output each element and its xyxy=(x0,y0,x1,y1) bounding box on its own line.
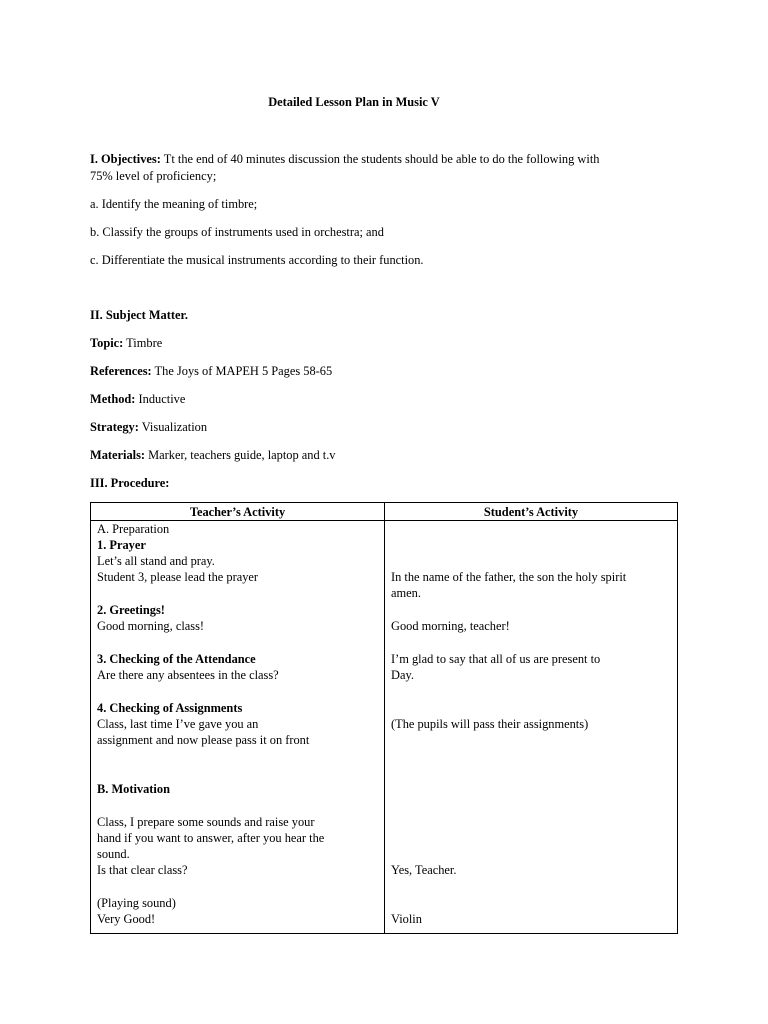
teacher-line: assignment and now please pass it on front xyxy=(97,733,310,748)
student-line: I’m glad to say that all of us are present to xyxy=(391,652,601,667)
method-line xyxy=(90,391,185,407)
motivation-heading: B. Motivation xyxy=(97,782,170,797)
teacher-line: Very Good! xyxy=(97,912,156,927)
materials-line xyxy=(90,447,336,463)
strategy-value: Visualization xyxy=(138,420,208,434)
teacher-activity-header: Teacher’s Activity xyxy=(91,503,385,521)
table-header-row xyxy=(91,503,678,521)
objectives-label: I. Objectives: xyxy=(90,152,161,166)
teacher-line: Are there any absentees in the class? xyxy=(97,668,279,683)
materials-value: Marker, teachers guide, laptop and t.v xyxy=(145,448,336,462)
student-line: In the name of the father, the son the holy spirit xyxy=(391,570,627,585)
teacher-line: Class, last time I’ve gave you an xyxy=(97,717,259,732)
teacher-line: Good morning, class! xyxy=(97,619,205,634)
topic-label: Topic: xyxy=(90,336,124,350)
teacher-line: Student 3, please lead the prayer xyxy=(97,570,259,585)
attendance-heading: 3. Checking of the Attendance xyxy=(97,652,256,667)
subject-matter-heading: II. Subject Matter. xyxy=(90,308,188,322)
student-line: (The pupils will pass their assignments) xyxy=(391,717,589,732)
student-line: amen. xyxy=(391,586,421,601)
materials-label: Materials: xyxy=(90,448,146,462)
strategy-label: Strategy: xyxy=(90,420,139,434)
greetings-heading: 2. Greetings! xyxy=(97,603,165,618)
objective-item-b: b. Classify the groups of instruments used in orchestra; and xyxy=(90,225,384,239)
student-activity-cell xyxy=(385,521,678,934)
section-preparation: A. Preparation xyxy=(97,522,170,537)
objectives-line-2: 75% level of proficiency; xyxy=(90,169,217,183)
objectives-text: Tt the end of 40 minutes discussion the students should be able to do the following with xyxy=(160,152,600,166)
procedure-heading: III. Procedure: xyxy=(90,476,170,490)
objective-item-a: a. Identify the meaning of timbre; xyxy=(90,197,258,211)
objectives-line xyxy=(90,151,599,167)
prayer-heading: 1. Prayer xyxy=(97,538,146,553)
topic-value: Timbre xyxy=(123,336,163,350)
references-line xyxy=(90,363,332,379)
table-row xyxy=(91,521,678,934)
student-activity-header: Student’s Activity xyxy=(385,503,678,521)
topic-line xyxy=(90,335,162,351)
references-value: The Joys of MAPEH 5 Pages 58-65 xyxy=(151,364,333,378)
teacher-line: Is that clear class? xyxy=(97,863,188,878)
procedure-table xyxy=(90,502,678,934)
method-label: Method: xyxy=(90,392,136,406)
teacher-activity-cell xyxy=(91,521,385,934)
assignments-heading: 4. Checking of Assignments xyxy=(97,701,243,716)
strategy-line xyxy=(90,419,207,435)
teacher-line: sound. xyxy=(97,847,130,862)
student-line: Day. xyxy=(391,668,414,683)
references-label: References: xyxy=(90,364,152,378)
teacher-line: (Playing sound) xyxy=(97,896,176,911)
teacher-line: hand if you want to answer, after you hear the xyxy=(97,831,325,846)
method-value: Inductive xyxy=(135,392,186,406)
objective-item-c: c. Differentiate the musical instruments according to their function. xyxy=(90,253,424,267)
document-title: Detailed Lesson Plan in Music V xyxy=(268,95,440,109)
student-line: Violin xyxy=(391,912,422,927)
student-line: Yes, Teacher. xyxy=(391,863,457,878)
teacher-line: Let’s all stand and pray. xyxy=(97,554,215,569)
student-line: Good morning, teacher! xyxy=(391,619,510,634)
teacher-line: Class, I prepare some sounds and raise your xyxy=(97,815,315,830)
